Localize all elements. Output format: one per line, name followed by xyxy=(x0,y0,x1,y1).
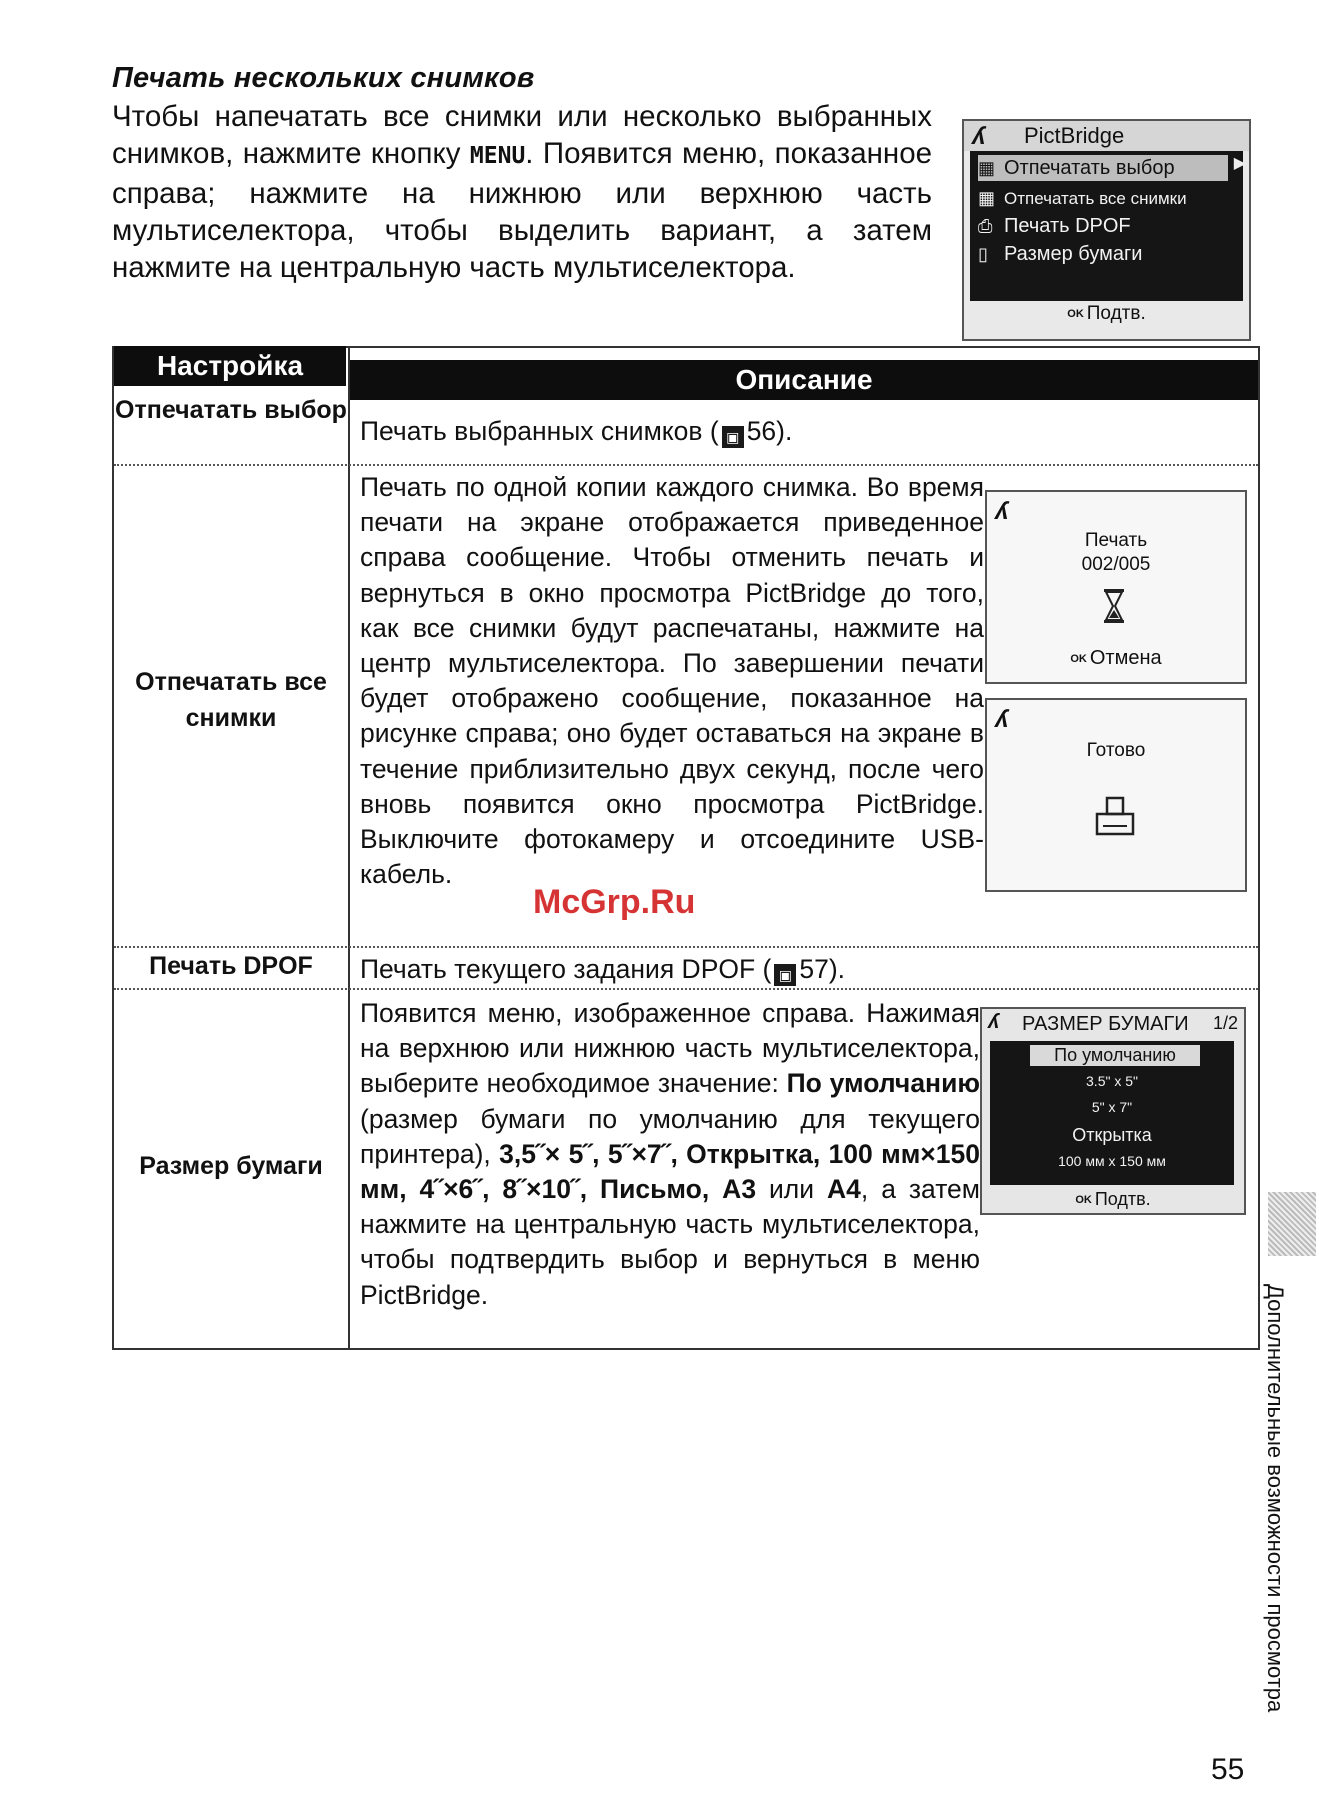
desc-text: Печать текущего задания DPOF ( xyxy=(360,954,772,984)
setting-print-selection: Отпечатать выбор xyxy=(115,396,347,424)
paper-option-default[interactable]: По умолчанию xyxy=(1030,1045,1200,1066)
intro-text-before: Чтобы напечатать все снимки или несколько выбранных снимков, нажмите кнопку xyxy=(112,100,932,170)
pictbridge-icon: ʎ xyxy=(988,1011,1000,1033)
desc-text: (размер бумаги по умолчанию для текущего принтера), xyxy=(360,1103,980,1169)
desc-text: или xyxy=(756,1174,828,1205)
menu-list xyxy=(970,151,1243,301)
menu-item-print-dpof[interactable] xyxy=(978,213,1228,239)
paper-option-3x5[interactable]: 3.5" x 5" xyxy=(1086,1073,1138,1089)
desc-print-selection xyxy=(360,414,1240,449)
paper-icon: ▯ xyxy=(978,244,988,264)
setting-paper-size: Размер бумаги xyxy=(139,1152,323,1180)
screen-footer xyxy=(964,303,1249,325)
paper-size-list xyxy=(990,1041,1234,1185)
chevron-right-icon: ▶ xyxy=(1233,155,1246,172)
menu-button-label: MENU xyxy=(469,143,526,169)
page-ref: 57 xyxy=(799,954,829,984)
pictbridge-icon: ʎ xyxy=(995,706,1009,733)
column-divider xyxy=(348,348,350,1348)
cancel-hint xyxy=(987,647,1245,670)
paper-screen-title: РАЗМЕР БУМАГИ xyxy=(1022,1013,1189,1035)
printer-icon xyxy=(1093,796,1137,838)
done-message: Готово xyxy=(1086,740,1146,761)
chapter-caption xyxy=(1262,1284,1306,1754)
paper-size-screen xyxy=(980,1007,1246,1215)
intro-paragraph xyxy=(112,98,932,286)
option-list: 3,5˝× 5˝, 5˝×7˝, Открытка, 100 мм×150 мм, 4˝×6˝, 8˝×10˝, Письмо, A3 xyxy=(360,1138,980,1205)
hourglass-icon xyxy=(1103,588,1125,624)
setting-print-dpof: Печать DPOF xyxy=(149,952,313,980)
desc-text: Появится меню, изображенное справа. Нажимая на верхнюю или нижнюю часть мультиселектора, выберите необходимое значение: xyxy=(360,998,980,1099)
watermark: McGrp.Ru xyxy=(533,883,696,921)
pictbridge-menu-screen xyxy=(962,119,1251,341)
menu-item-label: Отпечатать все снимки xyxy=(1004,189,1187,208)
footer-label: Подтв. xyxy=(1094,1189,1151,1209)
option-a4: A4 xyxy=(827,1174,861,1205)
paper-screen-page: 1/2 xyxy=(1212,1013,1238,1033)
menu-item-print-all[interactable] xyxy=(978,185,1228,211)
section-title: Печать нескольких снимков xyxy=(112,62,535,94)
screen-title: PictBridge xyxy=(1024,123,1125,148)
chapter-tab xyxy=(1268,1192,1316,1256)
setting-print-all: Отпечатать все снимки xyxy=(135,668,327,732)
cancel-label: Отмена xyxy=(1089,647,1162,669)
desc-paper-size xyxy=(360,996,980,1313)
desc-print-all: Печать по одной копии каждого снимка. Во время печати на экране отображается приведенное справа сообщение. Чтобы отменить печать и вернуться в окно просмотра PictBridge до того, как все снимки будут распечатаны, нажмите на центр мультиселектора. По завершении печати будет отображено сообщение, показанное на рисунке справа; оно будет оставаться на экране в течение приблизительно двух секунд, после чего вновь появится окно просмотра PictBridge. Выключите фотокамеру и отсоедините USB-кабель. xyxy=(360,472,984,890)
paper-screen-footer xyxy=(982,1189,1244,1210)
paper-option-5x7[interactable]: 5" x 7" xyxy=(1091,1099,1133,1115)
printer-icon: ⎙ xyxy=(978,216,993,236)
menu-item-label: Отпечатать выбор xyxy=(1004,157,1175,179)
ok-icon: OK xyxy=(1070,652,1087,665)
desc-print-dpof xyxy=(360,952,1240,987)
paper-option-100x150[interactable]: 100 мм x 150 мм xyxy=(1058,1153,1166,1169)
desc-text: Печать выбранных снимков ( xyxy=(360,416,719,446)
page-ref-icon: ▣ xyxy=(774,964,796,986)
printing-screen xyxy=(985,490,1247,684)
grid-icon: ▦ xyxy=(978,158,996,178)
printing-progress: 002/005 xyxy=(1081,554,1151,575)
footer-label: Подтв. xyxy=(1086,303,1146,324)
option-default: По умолчанию xyxy=(786,1068,980,1099)
grid-icon: ▦ xyxy=(978,188,996,208)
ok-icon: OK xyxy=(1067,307,1084,320)
pictbridge-icon: ʎ xyxy=(972,123,986,150)
desc-text: ). xyxy=(828,954,846,984)
desc-text: ). xyxy=(776,416,793,446)
menu-item-print-selection[interactable] xyxy=(978,155,1228,181)
page-number: 55 xyxy=(1211,1753,1245,1786)
row-divider xyxy=(114,988,1258,990)
chapter-caption-text: Дополнительные возможности просмотра xyxy=(1263,1284,1288,1713)
menu-item-label: Размер бумаги xyxy=(1004,243,1143,265)
menu-item-paper-size[interactable] xyxy=(978,241,1228,267)
menu-item-label: Печать DPOF xyxy=(1004,215,1131,237)
paper-option-postcard[interactable]: Открытка xyxy=(1072,1125,1152,1145)
header-description: Описание xyxy=(350,360,1258,400)
header-setting: Настройка xyxy=(114,346,346,386)
done-screen xyxy=(985,698,1247,892)
page-ref-icon: ▣ xyxy=(722,426,744,448)
ok-icon: OK xyxy=(1075,1194,1092,1207)
row-divider xyxy=(114,464,1258,466)
desc-text: , а затем нажмите на центральную часть мультиселектора, чтобы подтвердить выбор и вернуться в меню PictBridge. xyxy=(360,1174,981,1310)
pictbridge-icon: ʎ xyxy=(995,498,1009,525)
page-ref: 56 xyxy=(746,416,777,446)
intro-text-after: . Появится меню, показанное справа; нажмите на нижнюю или верхнюю часть мультиселектора, чтобы выделить вариант, а затем нажмите на центральную часть мультиселектора. xyxy=(112,137,933,284)
printing-label: Печать xyxy=(1084,530,1148,551)
